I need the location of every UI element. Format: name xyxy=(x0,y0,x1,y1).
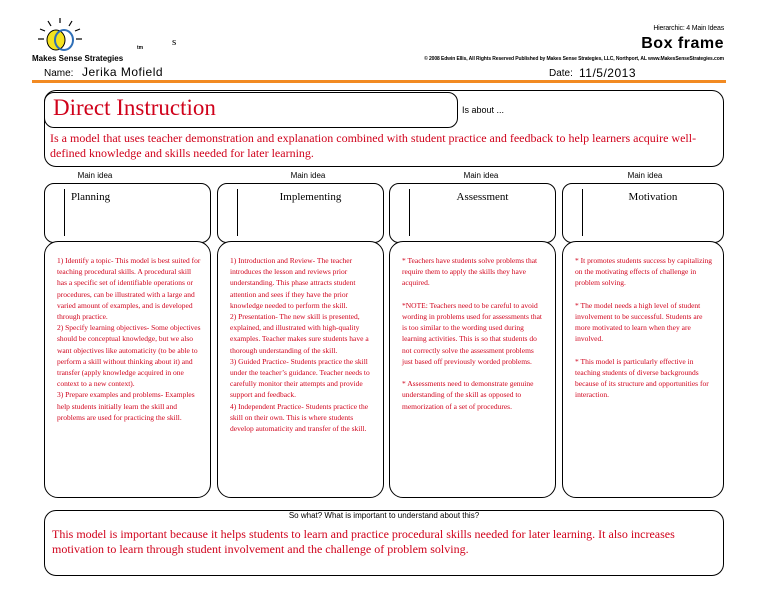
details-text: 1) Identify a topic- This model is best suited for teaching procedural skills. A procedural skill has a specific set of identifiable operations or procedures, can be illustrated with a large and varied amount of examples, and is developed through practice. 2) Specify learning objectives- Some objectives should be conceptual knowledge, but we also want objectives like automaticity (to be able to perform a skill without thinking about it) and transfer (apply knowledge acquired in one context to a new context). 3) Prepare examples and problems- Examples help students initially learn the skill and problems are used for practicing the skill. xyxy=(57,256,201,422)
topic-title: Direct Instruction xyxy=(53,95,216,120)
header-divider xyxy=(32,80,726,83)
page-title: Box frame xyxy=(641,35,724,52)
so-what-text: This model is important because it helps students to learn and practice procedural skills needed for later learning. It also increases motivation to learn through student involvement and the challenge of problem solving. xyxy=(52,527,675,556)
main-idea-label: Main idea xyxy=(77,171,113,180)
details-text: * Teachers have students solve problems that require them to apply the skills they have acquired. *NOTE: Teachers need to be careful to avoid wording in problems used for assessments that is too similar to the wording used during learning activities. This is so that students do not correctly solve the assessment problems just based off previously worded problems. * Assessments need to demonstrate genuine understanding of the skill as opposed to memorization of a set of procedures. xyxy=(402,256,542,411)
topic-description: Is a model that uses teacher demonstration and explanation combined with student practice and feedback to help learners acquire well-defined knowledge and skills needed for later learning. xyxy=(50,131,697,160)
main-idea-label: Main idea xyxy=(290,171,326,180)
stray-mark: s xyxy=(172,36,177,48)
makes-sense-logo xyxy=(36,17,86,55)
main-idea-label: Main idea xyxy=(627,171,663,180)
hierarchic-label: Hierarchic: 4 Main Ideas xyxy=(653,25,724,32)
main-idea-title: Implementing xyxy=(279,191,342,203)
main-idea-divider xyxy=(64,189,65,236)
main-idea-label: Main idea xyxy=(463,171,499,180)
main-idea-box-motivation xyxy=(562,183,724,243)
name-label: Name: xyxy=(44,68,74,79)
date-value: 11/5/2013 xyxy=(579,66,636,80)
name-value: Jerika Mofield xyxy=(82,65,164,79)
main-idea-title: Planning xyxy=(71,191,111,203)
trademark-mark: tm xyxy=(137,45,144,51)
details-text: * It promotes students success by capitalizing on the motivating effects of challenge in problem solving. * The model needs a high level of student involvement to be successful. Students are more motivated to learn when they are involved. * This model is particularly effective in teaching students of diverse backgrounds because of its structure and opportunities for interaction. xyxy=(575,256,713,400)
main-idea-box-implementing xyxy=(217,183,384,243)
details-box-implementing xyxy=(217,241,384,498)
main-idea-title: Assessment xyxy=(456,191,509,203)
is-about-label: Is about ... xyxy=(462,105,505,115)
details-text: 1) Introduction and Review- The teacher introduces the lesson and reviews prior understanding. This phase attracts student attention and sees if they have the prior knowledge needed to perform the skill. 2) Presentation- The new skill is presented, explained, and illustrated with high-quality examples. Teacher makes sure students have a thorough understanding of the skill. 3) Guided Practice- Students practice the skill under the teacher’s guidance. Teacher needs to carefully monitor their attempts and provide support and feedback. 4) Independent Practice- Students practice the skill on their own. This is where students develop automaticity and transfer of the skill. xyxy=(230,256,370,434)
details-box-assessment xyxy=(389,241,556,498)
main-idea-box-planning xyxy=(44,183,211,243)
so-what-label: So what? What is important to understand about this? xyxy=(288,511,480,520)
main-idea-title: Motivation xyxy=(628,191,678,203)
copyright-line: © 2008 Edwin Ellis, All Rights Reserved Published by Makes Sense Strategies, LLC, Northport, AL www.MakesSenseStrategies.com xyxy=(424,56,724,62)
date-label: Date: xyxy=(549,68,573,79)
details-box-motivation xyxy=(562,241,724,498)
details-box-planning xyxy=(44,241,211,498)
main-idea-box-assessment xyxy=(389,183,556,243)
brand-name: Makes Sense Strategies xyxy=(32,54,124,63)
